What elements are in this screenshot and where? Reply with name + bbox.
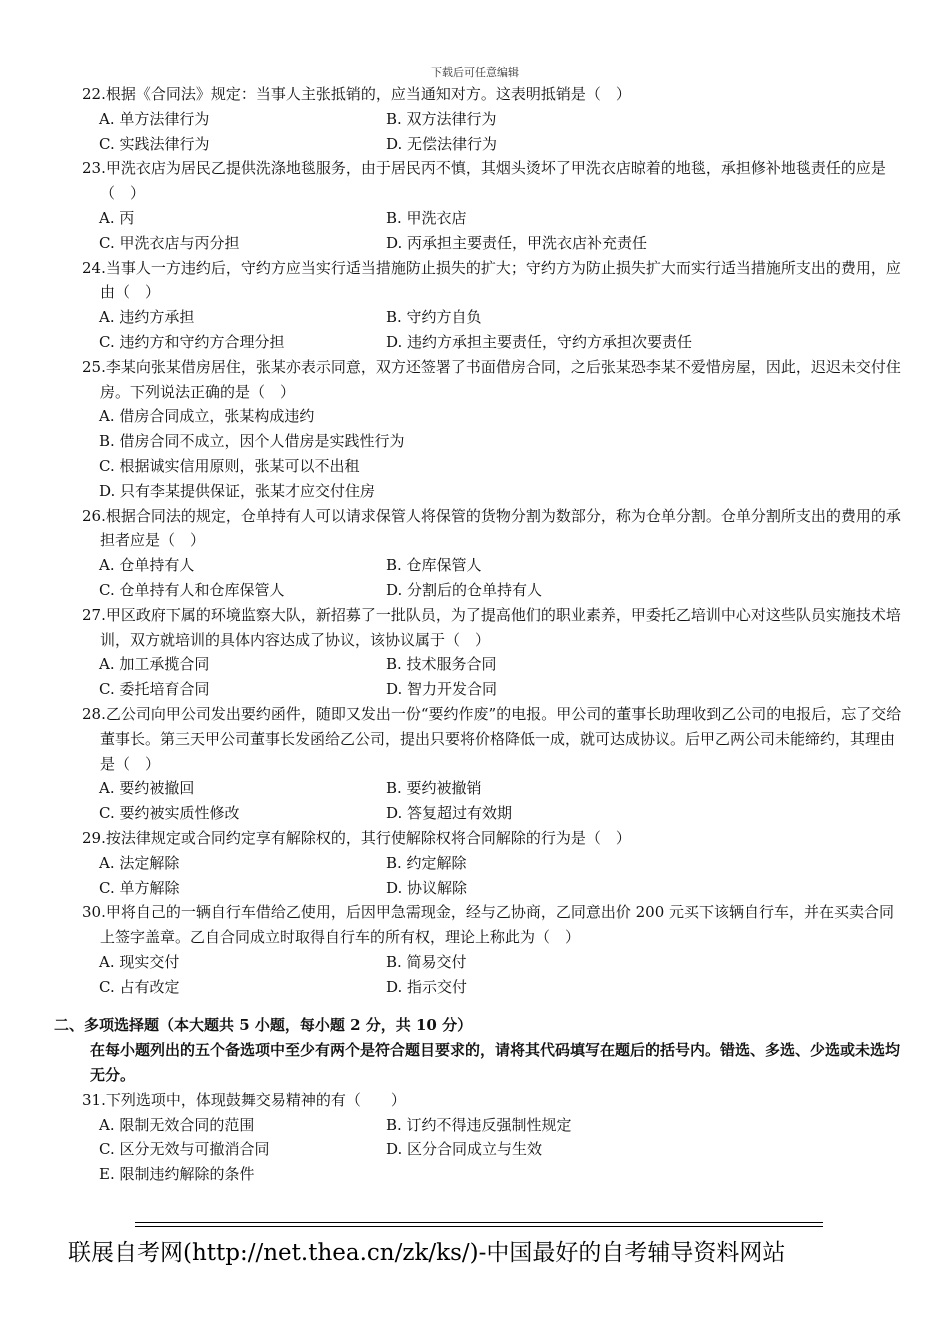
option-C: C. 占有改定 bbox=[99, 977, 180, 996]
option-D: D. 违约方承担主要责任，守约方承担次要责任 bbox=[386, 332, 693, 351]
option-C: C. 甲洗衣店与丙分担 bbox=[99, 233, 240, 252]
question-22 bbox=[82, 82, 902, 156]
option-B: B. 约定解除 bbox=[386, 853, 467, 872]
option-C: C. 实践法律行为 bbox=[99, 134, 210, 153]
question-text: 27.甲区政府下属的环境监察大队，新招募了一批队员，为了提高他们的职业素养，甲委托乙培训中心对这些队员实施技术培训，双方就培训的具体内容达成了协议，该协议属于（ ） bbox=[82, 605, 901, 649]
options-grid bbox=[82, 107, 902, 157]
question-text: 30.甲将自己的一辆自行车借给乙使用，后因甲急需现金，经与乙协商，乙同意出价 200 元买下该辆自行车，并在买卖合同上签字盖章。乙自合同成立时取得自行车的所有权，理论上称此为（ ） bbox=[82, 903, 895, 947]
options-grid bbox=[82, 950, 902, 1000]
option-D: D. 答复超过有效期 bbox=[386, 804, 513, 823]
option-A: A. 丙 bbox=[99, 208, 135, 227]
option-D: D. 协议解除 bbox=[386, 878, 468, 897]
options-grid bbox=[82, 776, 902, 826]
question-31 bbox=[82, 1088, 902, 1187]
option-A: A. 仓单持有人 bbox=[99, 556, 195, 575]
watermark-text: 下载后可任意编辑 bbox=[431, 66, 519, 79]
section-instruction: 在每小题列出的五个备选项中至少有两个是符合题目要求的，请将其代码填写在题后的括号内。错选、多选、少选或未选均无分。 bbox=[90, 1041, 901, 1085]
section-title: 二、多项选择题（本大题共 5 小题，每小题 2 分，共 10 分） bbox=[54, 1016, 473, 1035]
options-grid bbox=[82, 305, 902, 355]
option-B: B. 要约被撤销 bbox=[386, 779, 482, 798]
option-B: B. 订约不得违反强制性规定 bbox=[386, 1115, 572, 1134]
question-text: 25.李某向张某借房居住，张某亦表示同意，双方还签署了书面借房合同，之后张某恐李某不爱惜房屋，因此，迟迟未交付住房。下列说法正确的是（ ） bbox=[82, 357, 901, 401]
option-B: B. 守约方自负 bbox=[386, 308, 482, 327]
option-B: B. 甲洗衣店 bbox=[386, 208, 467, 227]
options-grid bbox=[82, 851, 902, 901]
option-D: D. 指示交付 bbox=[386, 977, 468, 996]
options-grid bbox=[82, 1113, 902, 1187]
option-A: A. 借房合同成立，张某构成违约 bbox=[99, 407, 315, 426]
option-C: C. 区分无效与可撤消合同 bbox=[99, 1140, 270, 1159]
question-text: 23.甲洗衣店为居民乙提供洗涤地毯服务，由于居民丙不慎，其烟头烫坏了甲洗衣店晾着的地毯，承担修补地毯责任的应是（ ） bbox=[82, 159, 886, 203]
option-A: A. 加工承揽合同 bbox=[99, 655, 210, 674]
question-text: 24.当事人一方违约后，守约方应当实行适当措施防止损失的扩大；守约方为防止损失扩大而实行适当措施所支出的费用，应由（ ） bbox=[82, 258, 901, 302]
option-C: C. 根据诚实信用原则，张某可以不出租 bbox=[99, 456, 360, 475]
footer-divider bbox=[135, 1222, 823, 1227]
question-text: 26.根据合同法的规定，仓单持有人可以请求保管人将保管的货物分割为数部分，称为仓单分割。仓单分割所支出的费用的承担者应是（ ） bbox=[82, 506, 901, 550]
question-23 bbox=[82, 156, 902, 255]
option-A: A. 现实交付 bbox=[99, 952, 180, 971]
option-C: C. 仓单持有人和仓库保管人 bbox=[99, 580, 285, 599]
option-B: B. 借房合同不成立，因个人借房是实践性行为 bbox=[99, 432, 405, 451]
option-D: D. 智力开发合同 bbox=[386, 680, 498, 699]
options-grid bbox=[82, 404, 902, 503]
question-text: 29.按法律规定或合同约定享有解除权的，其行使解除权将合同解除的行为是（ ） bbox=[82, 828, 631, 847]
option-B: B. 技术服务合同 bbox=[386, 655, 497, 674]
question-25 bbox=[82, 355, 902, 504]
question-24 bbox=[82, 256, 902, 355]
option-D: D. 分割后的仓单持有人 bbox=[386, 580, 543, 599]
question-text: 28.乙公司向甲公司发出要约函件，随即又发出一份“要约作废”的电报。甲公司的董事长助理收到乙公司的电报后，忘了交给董事长。第三天甲公司董事长发函给乙公司，提出只要将价格降低一成，就可达成协议。后甲乙两公司未能缔约，其理由是（ ） bbox=[82, 704, 902, 773]
option-D: D. 无偿法律行为 bbox=[386, 134, 498, 153]
question-text: 22.根据《合同法》规定：当事人主张抵销的，应当通知对方。这表明抵销是（ ） bbox=[82, 85, 631, 103]
option-A: A. 要约被撤回 bbox=[99, 779, 195, 798]
question-29 bbox=[82, 826, 902, 900]
option-E: E. 限制违约解除的条件 bbox=[99, 1165, 255, 1184]
option-C: C. 要约被实质性修改 bbox=[99, 804, 240, 823]
option-A: A. 法定解除 bbox=[99, 853, 180, 872]
question-28 bbox=[82, 702, 902, 826]
option-B: B. 双方法律行为 bbox=[386, 109, 497, 128]
option-C: C. 委托培育合同 bbox=[99, 680, 210, 699]
options-grid bbox=[82, 652, 902, 702]
option-D: D. 只有李某提供保证，张某才应交付住房 bbox=[99, 481, 376, 500]
question-30 bbox=[82, 900, 902, 999]
options-grid bbox=[82, 206, 902, 256]
question-27 bbox=[82, 603, 902, 702]
option-C: C. 单方解除 bbox=[99, 878, 180, 897]
question-list bbox=[54, 82, 902, 1187]
question-text: 31.下列选项中，体现鼓舞交易精神的有（ ） bbox=[82, 1090, 406, 1109]
option-B: B. 仓库保管人 bbox=[386, 556, 482, 575]
option-D: D. 区分合同成立与生效 bbox=[386, 1140, 543, 1159]
option-C: C. 违约方和守约方合理分担 bbox=[99, 332, 285, 351]
option-A: A. 违约方承担 bbox=[99, 308, 195, 327]
option-B: B. 简易交付 bbox=[386, 952, 467, 971]
question-26 bbox=[82, 504, 902, 603]
option-A: A. 限制无效合同的范围 bbox=[99, 1115, 255, 1134]
footer-text: 联展自考网(http://net.thea.cn/zk/ks/)-中国最好的自考辅导资料网站 bbox=[68, 1240, 786, 1266]
option-A: A. 单方法律行为 bbox=[99, 109, 210, 128]
options-grid bbox=[82, 553, 902, 603]
option-D: D. 丙承担主要责任，甲洗衣店补充责任 bbox=[386, 233, 648, 252]
